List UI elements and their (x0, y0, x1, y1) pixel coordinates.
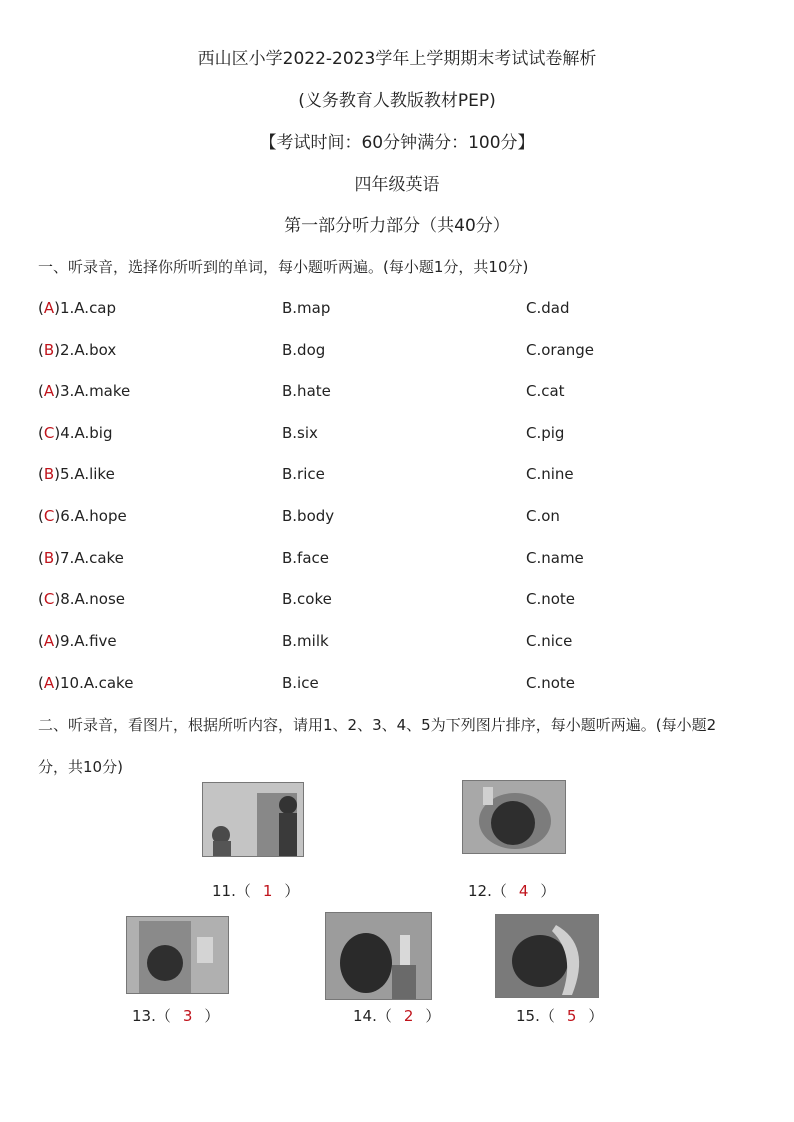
picture-13-drawing (127, 917, 228, 993)
item-close: ） (425, 1007, 441, 1025)
question-row-3: (A)3.A.make (38, 382, 131, 400)
section2-instruction-line2: 分，共10分) (38, 758, 123, 776)
answer-mark: B (43, 465, 55, 483)
question-number: 7. (60, 549, 75, 567)
item-close: ） (540, 882, 556, 900)
option-a: A.five (74, 632, 117, 650)
option-b: B.coke (282, 590, 332, 608)
option-c: C.pig (526, 424, 565, 442)
item-label: 15.（ (516, 1007, 555, 1025)
question-number: 5. (60, 465, 75, 483)
option-c: C.nine (526, 465, 574, 483)
item-close: ） (284, 882, 300, 900)
question-number: 3. (59, 382, 75, 400)
option-c: C.name (526, 549, 584, 567)
option-b: B.dog (282, 341, 326, 359)
question-number: 8. (60, 590, 75, 608)
question-row-7: (B)7.A.cake (38, 549, 124, 567)
answer-mark: A (43, 632, 55, 650)
item-answer: 1 (262, 882, 273, 900)
answer-mark: C (43, 507, 55, 525)
picture-15 (495, 914, 599, 998)
option-a: A.big (74, 424, 113, 442)
option-a: A.nose (74, 590, 126, 608)
question-number: 2. (60, 341, 75, 359)
option-c: C.note (526, 674, 576, 692)
option-a: A.box (74, 341, 117, 359)
option-b: B.ice (282, 674, 319, 692)
question-row-4: (C)4.A.big (38, 424, 113, 442)
picture-11-drawing (203, 783, 303, 856)
option-b: B.body (282, 507, 335, 525)
option-b: B.six (282, 424, 318, 442)
item-answer: 5 (566, 1007, 577, 1025)
question-row-10: (A)10.A.cake (38, 674, 134, 692)
question-row-5: (B)5.A.like (38, 465, 115, 483)
item-label: 13.（ (132, 1007, 171, 1025)
option-a: A.hope (74, 507, 127, 525)
answer-mark: B (43, 341, 55, 359)
picture-11 (202, 782, 304, 857)
exam-title: 西山区小学2022-2023学年上学期期末考试试卷解析 (197, 49, 597, 69)
question-row-6: (C)6.A.hope (38, 507, 127, 525)
item-13-caption (132, 1006, 219, 1026)
picture-15-drawing (496, 915, 598, 997)
option-a: A.like (74, 465, 115, 483)
item-11-caption (212, 881, 299, 901)
picture-12 (462, 780, 566, 854)
option-b: B.milk (282, 632, 329, 650)
item-label: 12.（ (468, 882, 507, 900)
section1-instruction: 一、听录音，选择你所听到的单词，每小题听两遍。(每小题1分，共10分) (38, 258, 529, 276)
answer-mark: C (43, 590, 55, 608)
option-b: B.rice (282, 465, 325, 483)
item-close: ） (588, 1007, 604, 1025)
option-c: C.orange (526, 341, 595, 359)
item-answer: 2 (403, 1007, 414, 1025)
option-a: A.make (74, 382, 131, 400)
answer-mark: B (43, 549, 55, 567)
option-b: B.hate (282, 382, 331, 400)
item-label: 14.（ (353, 1007, 392, 1025)
answer-mark: A (43, 299, 55, 317)
question-number: 1. (59, 299, 75, 317)
option-b: B.map (282, 299, 331, 317)
section2-instruction-line1: 二、听录音，看图片，根据所听内容，请用1、2、3、4、5为下列图片排序，每小题听两遍。(每小题2 (38, 716, 717, 734)
item-15-caption (516, 1006, 603, 1026)
question-number: 6. (60, 507, 75, 525)
question-row-1: (A)1.A.cap (38, 299, 117, 317)
option-a: A.cake (83, 674, 134, 692)
picture-14 (325, 912, 432, 1000)
item-14-caption (353, 1006, 440, 1026)
option-c: C.note (526, 590, 576, 608)
item-close: ） (204, 1007, 220, 1025)
answer-mark: A (43, 382, 55, 400)
question-row-9: (A)9.A.five (38, 632, 117, 650)
answer-mark: A (43, 674, 55, 692)
picture-12-drawing (463, 781, 565, 853)
question-row-8: (C)8.A.nose (38, 590, 126, 608)
item-12-caption (468, 881, 555, 901)
question-number: 4. (60, 424, 75, 442)
question-number: 9. (59, 632, 75, 650)
picture-14-drawing (326, 913, 431, 999)
option-a: A.cap (74, 299, 117, 317)
option-a: A.cake (74, 549, 124, 567)
answer-mark: C (43, 424, 55, 442)
grade-subject: 四年级英语 (354, 175, 440, 195)
item-answer: 4 (518, 882, 529, 900)
option-c: C.on (526, 507, 560, 525)
question-row-2: (B)2.A.box (38, 341, 117, 359)
item-label: 11.（ (212, 882, 251, 900)
option-c: C.dad (526, 299, 570, 317)
item-answer: 3 (182, 1007, 193, 1025)
exam-subtitle: (义务教育人教版教材PEP) (298, 91, 496, 111)
part-heading: 第一部分听力部分（共40分） (284, 216, 510, 236)
option-b: B.face (282, 549, 330, 567)
option-c: C.nice (526, 632, 573, 650)
exam-info: 【考试时间：60分钟满分：100分】 (259, 133, 535, 153)
option-c: C.cat (526, 382, 565, 400)
question-number: 10. (59, 674, 84, 692)
picture-13 (126, 916, 229, 994)
